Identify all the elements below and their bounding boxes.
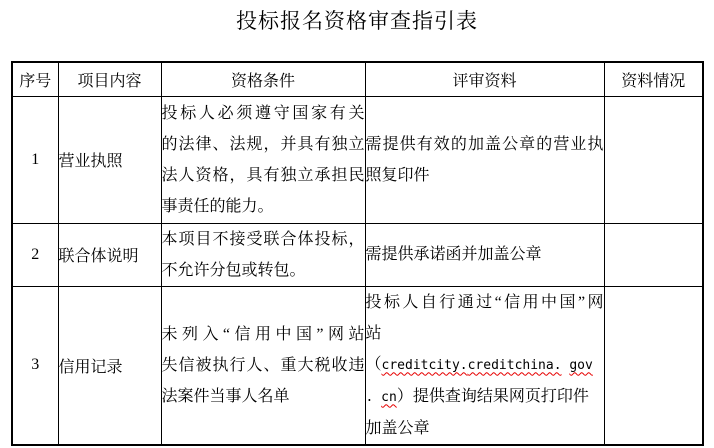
text-line: 投标人必须遵守国家有关 (161, 104, 365, 122)
header-cell-status: 资料情况 (604, 62, 703, 96)
cell-no: 3 (12, 286, 58, 445)
spellcheck-underlined-text: creditcity. (381, 357, 468, 373)
cell-status (604, 223, 703, 286)
text-line: 不允许分包或转包。 (161, 261, 306, 279)
header-cell-no: 序号 (12, 62, 58, 96)
text-line: 加盖公章 (365, 419, 430, 437)
page-title: 投标报名资格审查指引表 (236, 9, 478, 33)
table-row (12, 286, 703, 445)
text-line: （creditcity.creditchina. gov (365, 355, 593, 373)
text-line: 未列入“信用中国”网站 (161, 325, 365, 343)
table-row (12, 223, 703, 286)
text-line: 法人资格，具有独立承担民 (161, 166, 365, 184)
header-cell-material: 评审资料 (365, 62, 604, 96)
cell-condition (161, 96, 365, 223)
header-row (12, 62, 703, 96)
spellcheck-underlined-text: gov (569, 357, 593, 373)
table-row (12, 96, 703, 223)
text-line: . cn）提供查询结果网页打印件 (365, 387, 589, 405)
spellcheck-underlined-text: creditchina. (467, 357, 562, 373)
cell-material (365, 223, 604, 286)
cell-item: 营业执照 (58, 96, 161, 223)
text-line: 事责任的能力。 (161, 197, 274, 215)
cell-item: 联合体说明 (58, 223, 161, 286)
text-line: 法案件当事人名单 (161, 387, 290, 405)
text-line: 失信被执行人、重大税收违 (161, 356, 365, 374)
cell-condition (161, 223, 365, 286)
cell-status (604, 96, 703, 223)
cell-status (604, 286, 703, 445)
text-line: 需提供承诺函并加盖公章 (365, 246, 542, 263)
text-line: 需提供有效的加盖公章的营业执 (365, 135, 604, 153)
cell-no: 2 (12, 223, 58, 286)
text-line: 站 (365, 324, 382, 342)
header-cell-item: 项目内容 (58, 62, 161, 96)
text-line: 投标人自行通过“信用中国”网 (365, 293, 604, 311)
text-line: 照复印件 (365, 166, 430, 184)
text-line: 的法律、法规，并具有独立 (161, 135, 365, 153)
cell-no: 1 (12, 96, 58, 223)
header-cell-condition: 资格条件 (161, 62, 365, 96)
cell-material (365, 286, 604, 445)
spellcheck-underlined-text: cn (381, 389, 397, 405)
table-body (12, 96, 703, 445)
cell-material (365, 96, 604, 223)
url-text: . (365, 389, 382, 405)
cell-item: 信用记录 (58, 286, 161, 445)
qualification-review-table (11, 61, 704, 446)
cell-condition (161, 286, 365, 445)
text-line: 本项目不接受联合体投标， (161, 230, 365, 248)
